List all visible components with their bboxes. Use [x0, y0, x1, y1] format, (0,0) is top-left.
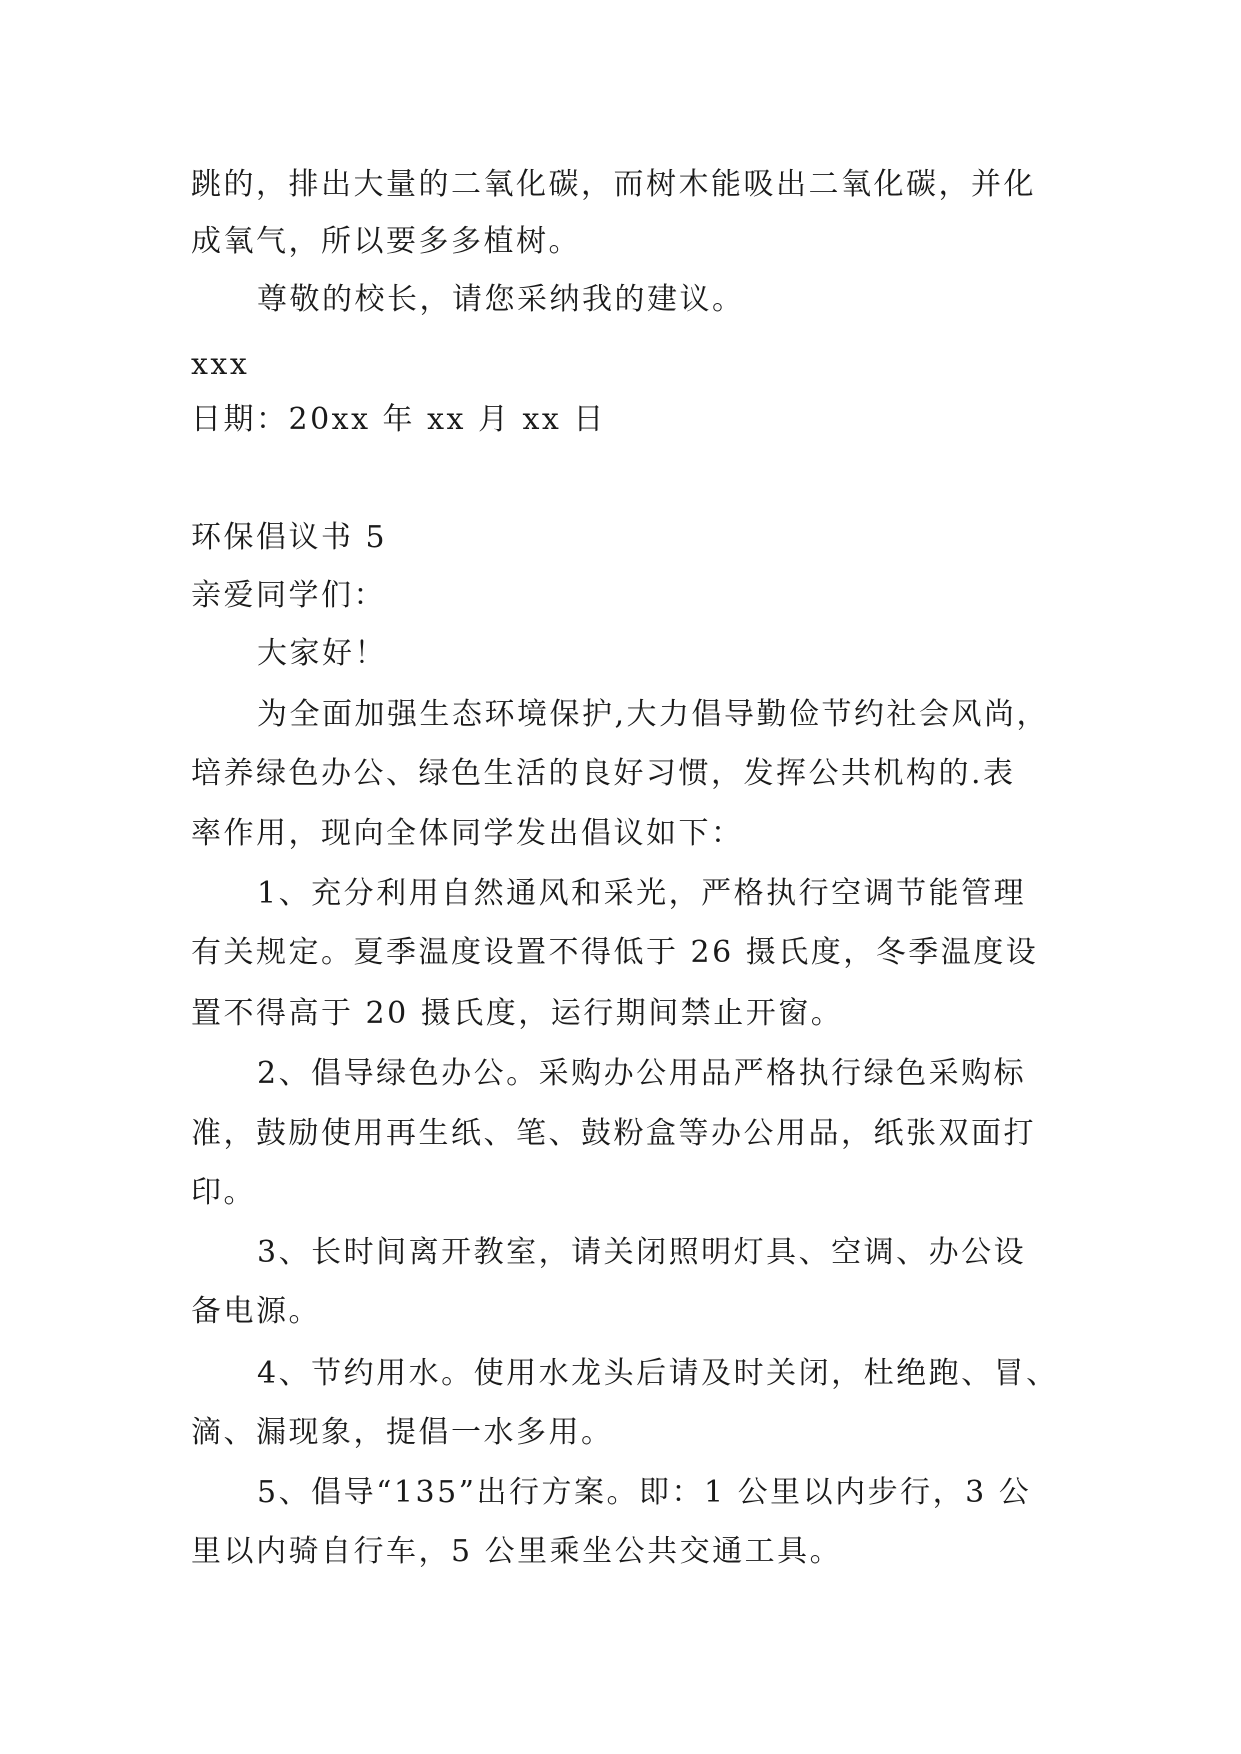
list-item: 3、长时间离开教室，请关闭照明灯具、空调、办公设	[257, 1235, 1027, 1270]
list-item: 5、倡导“135”出行方案。即：1 公里以内步行，3 公	[257, 1475, 1032, 1510]
text-line: 率作用，现向全体同学发出倡议如下：	[191, 816, 744, 851]
text-line: 为全面加强生态环境保护,大力倡导勤俭节约社会风尚，	[257, 697, 1050, 732]
text-line: 印。	[191, 1175, 256, 1210]
text-line: 里以内骑自行车，5 公里乘坐公共交通工具。	[191, 1534, 843, 1569]
text-line: 滴、漏现象，提倡一水多用。	[191, 1415, 614, 1450]
list-item: 2、倡导绿色办公。采购办公用品严格执行绿色采购标	[257, 1056, 1027, 1091]
text-line: 置不得高于 20 摄氏度，运行期间禁止开窗。	[191, 996, 844, 1031]
text-line: 备电源。	[191, 1294, 321, 1329]
text-line: 准，鼓励使用再生纸、笔、鼓粉盒等办公用品，纸张双面打	[191, 1116, 1036, 1151]
section-title: 环保倡议书 5	[191, 520, 388, 555]
text-line: 有关规定。夏季温度设置不得低于 26 摄氏度，冬季温度设	[191, 935, 1039, 970]
greeting: 大家好！	[257, 636, 387, 671]
list-item: 1、充分利用自然通风和采光，严格执行空调节能管理	[257, 876, 1027, 911]
signature: xxx	[191, 347, 250, 382]
closing-sentence: 尊敬的校长，请您采纳我的建议。	[257, 282, 745, 317]
text-line: 跳的，排出大量的二氧化碳，而树木能吸出二氧化碳，并化	[191, 167, 1036, 202]
text-line: 成氧气，所以要多多植树。	[191, 224, 581, 259]
list-item: 4、节约用水。使用水龙头后请及时关闭，杜绝跑、冒、	[257, 1356, 1059, 1391]
salutation: 亲爱同学们：	[191, 578, 386, 613]
date-line: 日期：20xx 年 xx 月 xx 日	[191, 402, 606, 437]
text-line: 培养绿色办公、绿色生活的良好习惯，发挥公共机构的.表	[191, 756, 1016, 791]
